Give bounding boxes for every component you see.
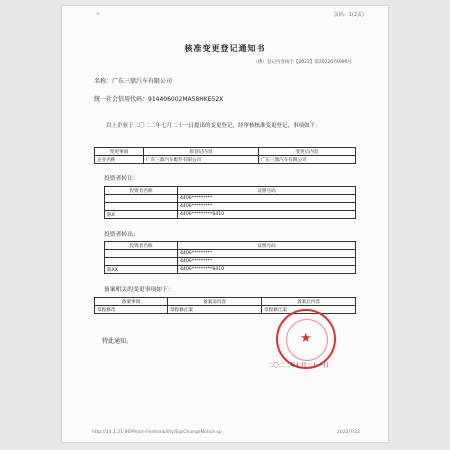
table-cell	[105, 258, 178, 266]
table-header: 备案事项	[95, 298, 168, 306]
table-cell: 广东三鼎汽车有限公司	[258, 156, 355, 164]
table-cell: 4406*********	[178, 203, 356, 211]
table-cell: 陈X	[105, 211, 178, 219]
notice-paragraph: 以上企业于二〇二二年七月二十一日提出的变更登记，经审核核准变更登记，事项如下：	[106, 123, 321, 129]
section-label: 投资者转出：	[104, 232, 139, 238]
table-cell	[105, 195, 178, 203]
table-header: 变更事项	[95, 148, 144, 156]
table-cell	[105, 203, 178, 211]
table-row	[105, 266, 356, 274]
footer-url: http://14.1.21:8699/om-Fentionbility/EqsChangeNotice.sp	[92, 430, 222, 435]
table-header: 变更后内容	[258, 148, 355, 156]
table-cell: 陈XX	[105, 266, 178, 274]
table-row	[105, 203, 356, 211]
document-page	[62, 6, 388, 442]
change-items-table	[94, 147, 356, 164]
table-row	[95, 156, 356, 164]
table-header: 备案前内容	[168, 298, 262, 306]
table-header: 原登记内容	[144, 148, 259, 156]
table-row	[105, 211, 356, 219]
table-header: 备案后内容	[262, 298, 356, 306]
table-cell: 章程修正案	[168, 306, 262, 314]
investor-out-table	[104, 241, 356, 274]
table-row	[105, 250, 356, 258]
section-label: 备案相关的变更事项如下：	[104, 287, 174, 293]
table-row	[105, 195, 356, 203]
table-cell: 4406*********	[178, 250, 356, 258]
table-cell: 章程修改	[95, 306, 168, 314]
issue-date: 二〇二二年七月二十一日	[268, 363, 329, 369]
table-cell: 4406*********	[178, 195, 356, 203]
table-cell	[105, 250, 178, 258]
document-title: 核准变更登记通知书	[184, 44, 266, 53]
table-header: 投资者名称	[105, 187, 178, 195]
table-cell: 章程修正案	[262, 306, 356, 314]
closing-notice: 特此通知。	[102, 338, 133, 345]
header-page-number: 页码：1(2页)	[333, 12, 364, 18]
table-header: 证照号码	[178, 187, 356, 195]
document-number: （佛）登记内变核字【2022】第2022074990号	[253, 60, 352, 65]
company-name: 名称：广东三鼎汽车有限公司	[94, 78, 173, 85]
investor-transfer-table	[104, 186, 356, 219]
official-seal	[276, 309, 336, 369]
table-cell: 4406*********8410	[178, 211, 356, 219]
table-header: 投资者名称	[105, 242, 178, 250]
section-label: 投资者转让：	[104, 176, 139, 182]
table-row	[105, 258, 356, 266]
table-cell: 4406*********	[178, 258, 356, 266]
star-icon: ★	[300, 331, 312, 346]
footer-date: 2022/7/22	[336, 430, 360, 435]
table-header: 证照号码	[178, 242, 356, 250]
header-left: ≈	[96, 11, 101, 17]
table-cell: 企业名称	[95, 156, 144, 164]
table-cell: 4406*********8410	[178, 266, 356, 274]
credit-code: 统一社会信用代码：914406002MA58HKE52X	[94, 96, 224, 103]
table-cell: 广东三鼎汽车配件有限公司	[144, 156, 259, 164]
